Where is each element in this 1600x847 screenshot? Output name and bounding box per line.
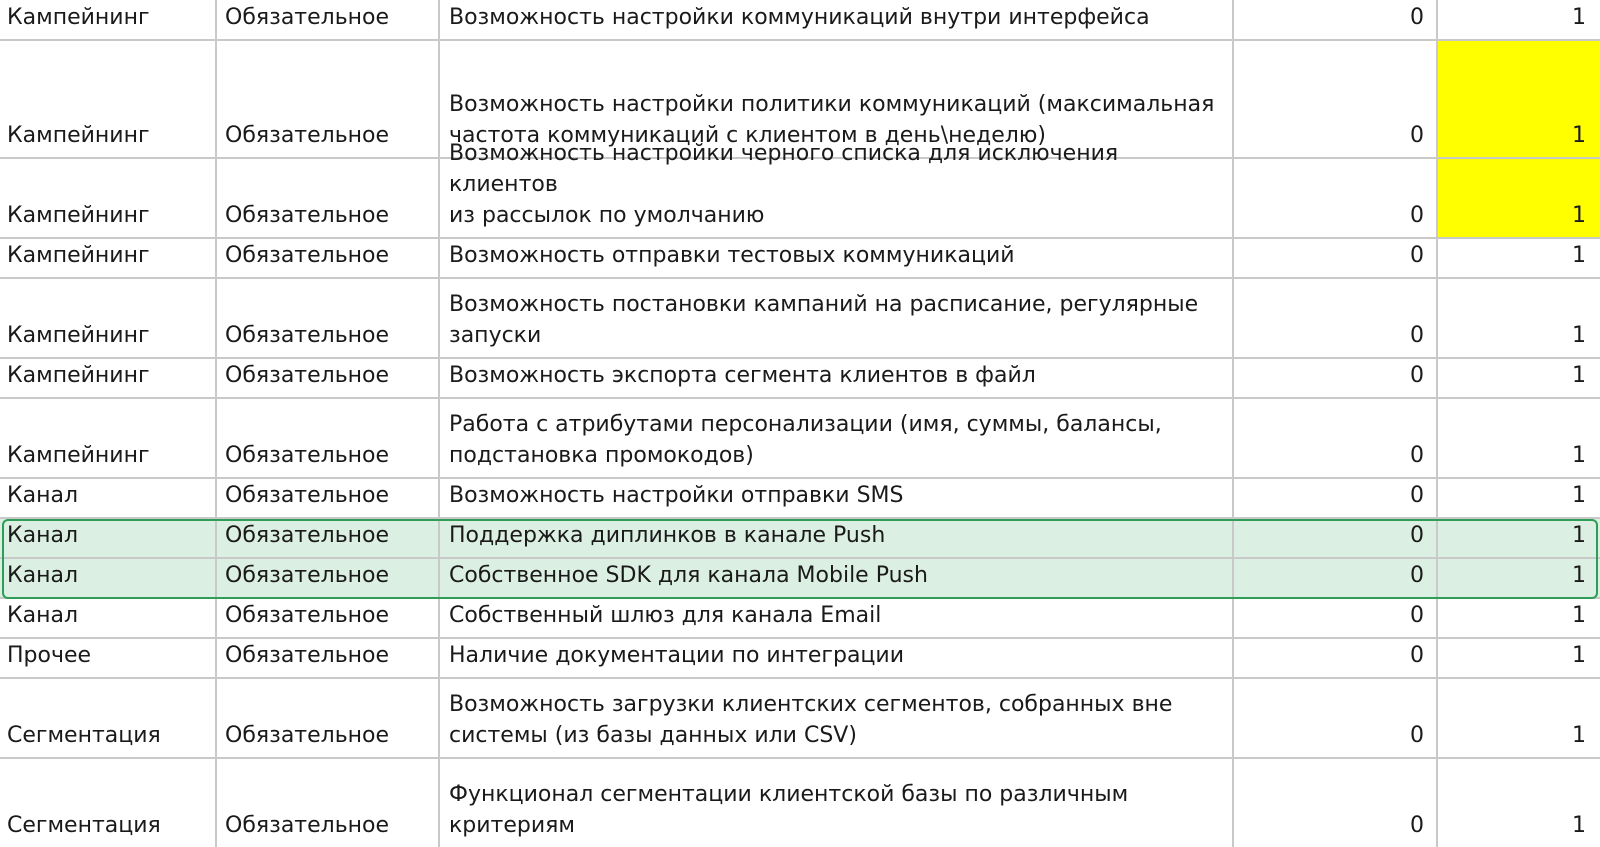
category-cell[interactable]: Сегментация [0, 679, 217, 757]
table-row [0, 239, 1600, 279]
requirement-cell[interactable]: Обязательное [217, 359, 440, 397]
requirement-cell[interactable]: Обязательное [217, 41, 440, 157]
description-cell[interactable]: Возможность отправки тестовых коммуникаций [440, 239, 1234, 277]
table-row-selected [0, 559, 1600, 599]
value-cell-2[interactable]: 1 [1572, 643, 1586, 668]
requirement-cell[interactable]: Обязательное [217, 479, 440, 517]
table-row [0, 759, 1600, 847]
requirement-cell[interactable]: Обязательное [217, 279, 440, 357]
requirement-cell[interactable]: Обязательное [217, 599, 440, 637]
value-cell-2[interactable]: 1 [1572, 563, 1586, 588]
value-cell-2[interactable]: 1 [1572, 603, 1586, 628]
value-cell-2[interactable]: 1 [1572, 323, 1586, 348]
category-cell[interactable]: Кампейнинг [0, 159, 217, 237]
description-cell[interactable]: Возможность настройки отправки SMS [440, 479, 1234, 517]
value-cell-1[interactable]: 0 [1234, 239, 1438, 277]
category-cell[interactable]: Кампейнинг [0, 359, 217, 397]
requirement-cell[interactable]: Обязательное [217, 559, 440, 597]
category-cell[interactable]: Кампейнинг [0, 0, 217, 39]
value-cell-1[interactable]: 0 [1234, 359, 1438, 397]
value-cell-1[interactable]: 0 [1234, 479, 1438, 517]
requirement-cell[interactable]: Обязательное [217, 519, 440, 557]
table-row [0, 141, 1600, 239]
description-cell[interactable]: Работа с атрибутами персонализации (имя, суммы, балансы, подстановка промокодов) [440, 399, 1234, 477]
value-cell-1[interactable]: 0 [1234, 159, 1438, 237]
value-cell-1[interactable]: 0 [1234, 279, 1438, 357]
description-cell[interactable]: Возможность экспорта сегмента клиентов в файл [440, 359, 1234, 397]
table-row [0, 599, 1600, 639]
value-cell-1[interactable]: 0 [1234, 399, 1438, 477]
description-cell[interactable]: Функционал сегментации клиентской базы по различным критериям [440, 759, 1234, 847]
requirement-cell[interactable]: Обязательное [217, 639, 440, 677]
table-row [0, 679, 1600, 759]
description-cell[interactable]: Собственный шлюз для канала Email [440, 599, 1234, 637]
value-cell-2[interactable]: 1 [1572, 5, 1586, 30]
value-cell-2-highlighted[interactable]: 1 [1438, 159, 1600, 237]
value-cell-1[interactable]: 0 [1234, 559, 1438, 597]
value-cell-1[interactable]: 0 [1234, 759, 1438, 847]
table-row [0, 479, 1600, 519]
table-row-selected [0, 519, 1600, 559]
value-cell-2[interactable]: 1 [1572, 243, 1586, 268]
value-cell-2[interactable]: 1 [1572, 363, 1586, 388]
category-cell[interactable]: Канал [0, 479, 217, 517]
description-cell[interactable]: Возможность настройки черного списка для исключения клиентов из рассылок по умолчанию [440, 159, 1234, 237]
table-row [0, 359, 1600, 399]
category-cell[interactable]: Кампейнинг [0, 399, 217, 477]
description-cell[interactable]: Возможность настройки политики коммуникаций (максимальная частота коммуникаций с клиентом в день\неделю) [440, 41, 1234, 157]
category-cell[interactable]: Канал [0, 559, 217, 597]
value-cell-2[interactable]: 1 [1572, 483, 1586, 508]
category-cell[interactable]: Прочее [0, 639, 217, 677]
category-cell[interactable]: Кампейнинг [0, 41, 217, 157]
value-cell-1[interactable]: 0 [1234, 679, 1438, 757]
requirement-cell[interactable]: Обязательное [217, 759, 440, 847]
table-row [0, 0, 1600, 41]
description-cell[interactable]: Возможность загрузки клиентских сегментов, собранных вне системы (из базы данных или CSV) [440, 679, 1234, 757]
description-cell[interactable]: Наличие документации по интеграции [440, 639, 1234, 677]
value-cell-1[interactable]: 0 [1234, 599, 1438, 637]
requirement-cell[interactable]: Обязательное [217, 239, 440, 277]
category-cell[interactable]: Кампейнинг [0, 239, 217, 277]
table-row [0, 399, 1600, 479]
value-cell-1[interactable]: 0 [1234, 519, 1438, 557]
description-cell[interactable]: Возможность настройки коммуникаций внутри интерфейса [440, 0, 1234, 39]
category-cell[interactable]: Канал [0, 599, 217, 637]
value-cell-1[interactable]: 0 [1234, 639, 1438, 677]
value-cell-2-highlighted[interactable]: 1 [1438, 41, 1600, 157]
value-cell-2[interactable]: 1 [1572, 813, 1586, 838]
category-cell[interactable]: Сегментация [0, 759, 217, 847]
value-cell-2[interactable]: 1 [1572, 443, 1586, 468]
description-cell[interactable]: Собственное SDK для канала Mobile Push [440, 559, 1234, 597]
value-cell-1[interactable]: 0 [1234, 0, 1438, 39]
category-cell[interactable]: Канал [0, 519, 217, 557]
requirement-cell[interactable]: Обязательное [217, 679, 440, 757]
description-cell[interactable]: Возможность постановки кампаний на расписание, регулярные запуски [440, 279, 1234, 357]
requirement-cell[interactable]: Обязательное [217, 399, 440, 477]
value-cell-2[interactable]: 1 [1572, 523, 1586, 548]
table-row [0, 639, 1600, 679]
description-cell[interactable]: Поддержка диплинков в канале Push [440, 519, 1234, 557]
requirement-cell[interactable]: Обязательное [217, 0, 440, 39]
table-row [0, 279, 1600, 359]
category-cell[interactable]: Кампейнинг [0, 279, 217, 357]
value-cell-1[interactable]: 0 [1234, 41, 1438, 157]
requirement-cell[interactable]: Обязательное [217, 159, 440, 237]
value-cell-2[interactable]: 1 [1572, 723, 1586, 748]
